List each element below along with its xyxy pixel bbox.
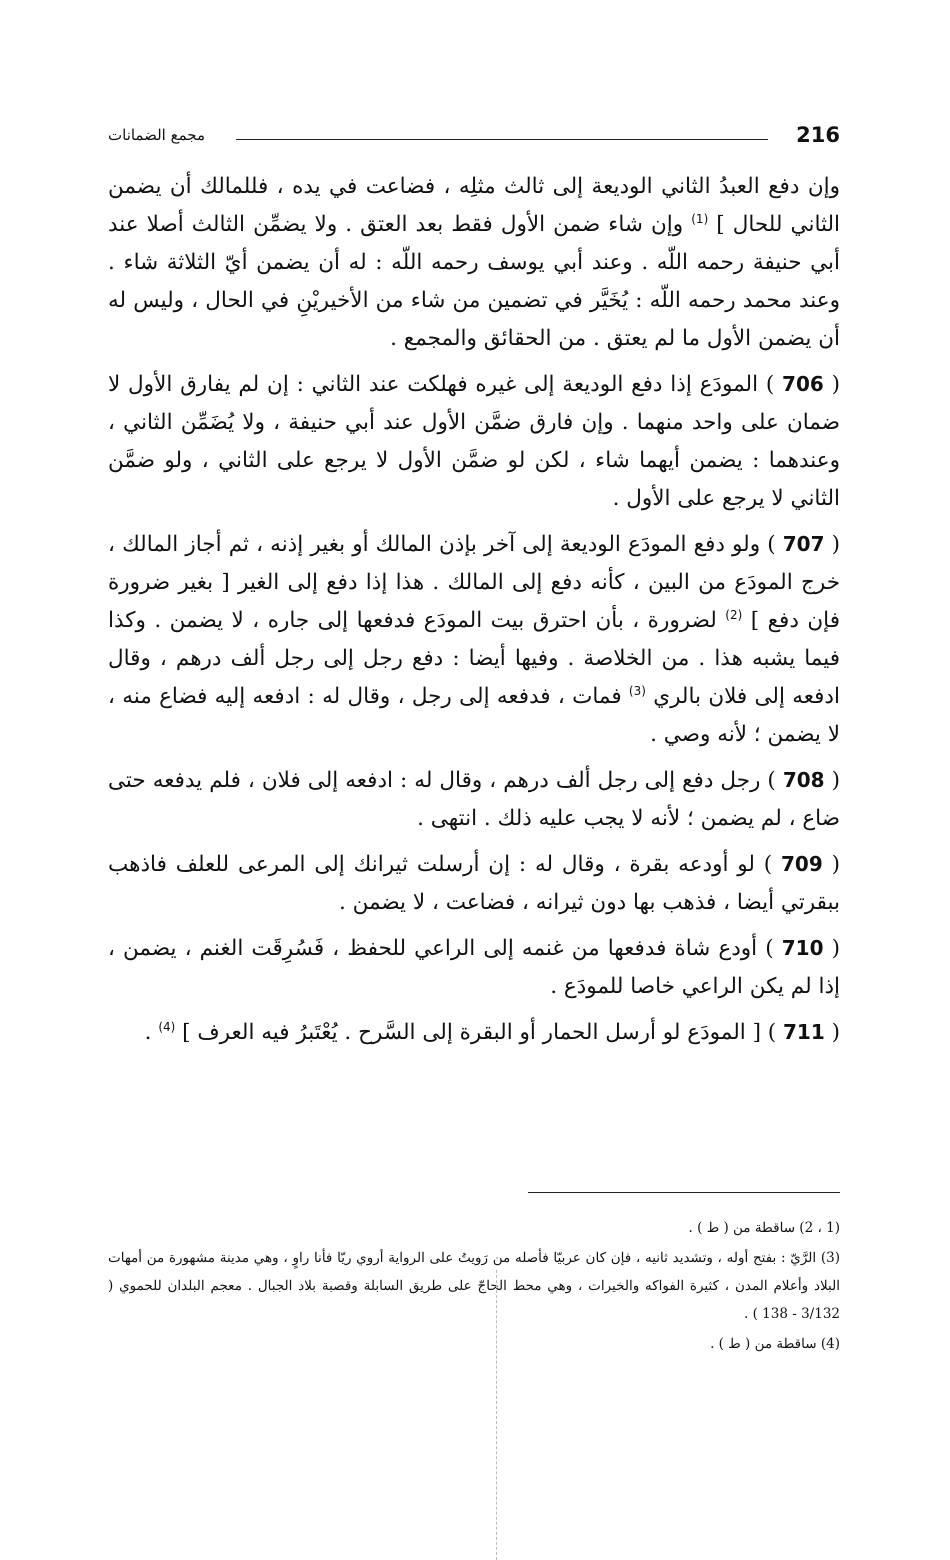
running-header — [108, 120, 840, 164]
paragraph-711 — [108, 1013, 840, 1052]
item-number-709: 709 — [781, 852, 823, 876]
footnote-4: (4) ساقطة من ( ط ) . — [710, 1336, 840, 1352]
main-text — [108, 168, 840, 1052]
paragraph-706 — [108, 365, 840, 518]
paragraph-710 — [108, 929, 840, 1006]
footnote-ref-3: (3) — [628, 683, 646, 698]
open-paren: ( — [824, 768, 840, 793]
paragraph-711-text: ) [ المودَع لو أرسل الحمار أو البقرة إلى السَّرح . يُعْتَبرُ فيه العرف ] — [175, 1020, 784, 1045]
item-number-706: 706 — [782, 372, 824, 396]
paragraph-707 — [108, 525, 840, 754]
paragraph-707-text-c: فمات ، فدفعه إلى رجل ، وقال له : ادفعه إليه فضاع منه ، لا يضمن ؛ لأنه وصي . — [108, 684, 840, 747]
header-rule — [236, 139, 768, 140]
paragraph-1 — [108, 168, 840, 358]
footnote-ref-1: (1) — [691, 211, 709, 226]
paragraph-711-end: . — [144, 1020, 159, 1045]
item-number-708: 708 — [782, 768, 825, 792]
item-number-710: 710 — [781, 936, 824, 960]
footnote-divider — [528, 1192, 840, 1193]
paragraph-709-text: ) لو أودعه بقرة ، وقال له : إن أرسلت ثيرانك إلى المرعى للعلف فاذهب ببقرتي أيضا ، فذهب بها دون ثيرانه ، فضاعت ، لا يضمن . — [108, 852, 840, 915]
open-paren: ( — [823, 936, 840, 961]
footnote-ref-4: (4) — [158, 1019, 176, 1034]
paragraph-707-text-b: لضرورة ، بأن احترق بيت المودَع فدفعها إلى جاره ، لا يضمن . وكذا فيما يشبه هذا . من الخلاصة . وفيها أيضا : دفع رجل إلى رجل ألف درهم ، وقال ادفعه إلى فلان بالري — [108, 608, 840, 709]
open-paren: ( — [822, 852, 840, 877]
open-paren: ( — [823, 372, 840, 397]
item-number-707: 707 — [782, 532, 825, 556]
footnote-3: (3) الرَّيّ : بفتح أوله ، وتشديد ثانيه ، فإن كان عربيّا فأصله من رَويتُ على الرواية أروي ريّا فأنا راوٍ ، وهي مدينة مشهورة من أمهات البلاد وأعلام المدن ، كثيرة الفواكه والخيرات ، وهي محط الحاجّ على طريق السابلة وقصبة بلاد الجبال . معجم البلدان للحموي ( 3/132 - 138 ) . — [108, 1250, 840, 1322]
paragraph-1-text: وإن دفع العبدُ الثاني الوديعة إلى ثالث مثلِه ، فضاعت في يده ، فللمالك أن يضمن الثاني للحال ] — [108, 174, 841, 237]
paragraph-708-text: ) رجل دفع إلى رجل ألف درهم ، وقال له : ادفعه إلى فلان ، فلم يدفعه حتى ضاع ، لم يضمن ؛ لأنه لا يجب عليه ذلك . انتهى . — [108, 768, 840, 831]
footnote-1-2: (1 ، 2) ساقطة من ( ط ) . — [688, 1220, 840, 1236]
footnote-ref-2: (2) — [725, 607, 743, 622]
paragraph-708 — [108, 761, 840, 838]
paragraph-1-rest: وإن شاء ضمن الأول فقط بعد العتق . ولا يضمِّن الثالث أصلا عند أبي حنيفة رحمه اللّه . وعند أبي يوسف رحمه اللّه : له أن يضمن أيّ الثلاثة شاء . وعند محمد رحمه اللّه : يُخَيَّر في تضمين من شاء من الأخيريْنِ في الحال ، وليس له أن يضمن الأول ما لم يعتق . من الحقائق والمجمع . — [108, 212, 840, 351]
paragraph-710-text: ) أودع شاة فدفعها من غنمه إلى الراعي للحفظ ، فَسُرِقَت الغنم ، يضمن ، إذا لم يكن الراعي خاصا للمودَع . — [108, 936, 840, 999]
footnotes — [108, 1214, 840, 1360]
book-title: مجمع الضمانات — [108, 126, 205, 144]
binding-crease — [496, 1270, 497, 1560]
paragraph-709 — [108, 845, 840, 922]
page-number: 216 — [796, 123, 840, 147]
book-page — [108, 120, 840, 1380]
paragraph-707-text-a: ) ولو دفع المودَع الوديعة إلى آخر بإذن المالك أو بغير إذنه ، ثم أجاز المالك ، خرج المودَع من البين ، كأنه دفع إلى المالك . هذا إذا دفع إلى الغير [ بغير ضرورة فإن دفع ] — [108, 532, 840, 633]
paragraph-706-text: ) المودَع إذا دفع الوديعة إلى غيره فهلكت عند الثاني : إن لم يفارق الأول لا ضمان على واحد منهما . وإن فارق ضمَّن الأول عند أبي حنيفة ، ولا يُضَمِّن الثاني ، وعندهما : يضمن أيهما شاء ، لكن لو ضمَّن الأول لا يرجع على الثاني ، ولو ضمَّن الثاني لا يرجع على الأول . — [108, 372, 840, 511]
open-paren: ( — [824, 532, 840, 557]
open-paren: ( — [824, 1020, 840, 1045]
item-number-711: 711 — [783, 1020, 825, 1044]
